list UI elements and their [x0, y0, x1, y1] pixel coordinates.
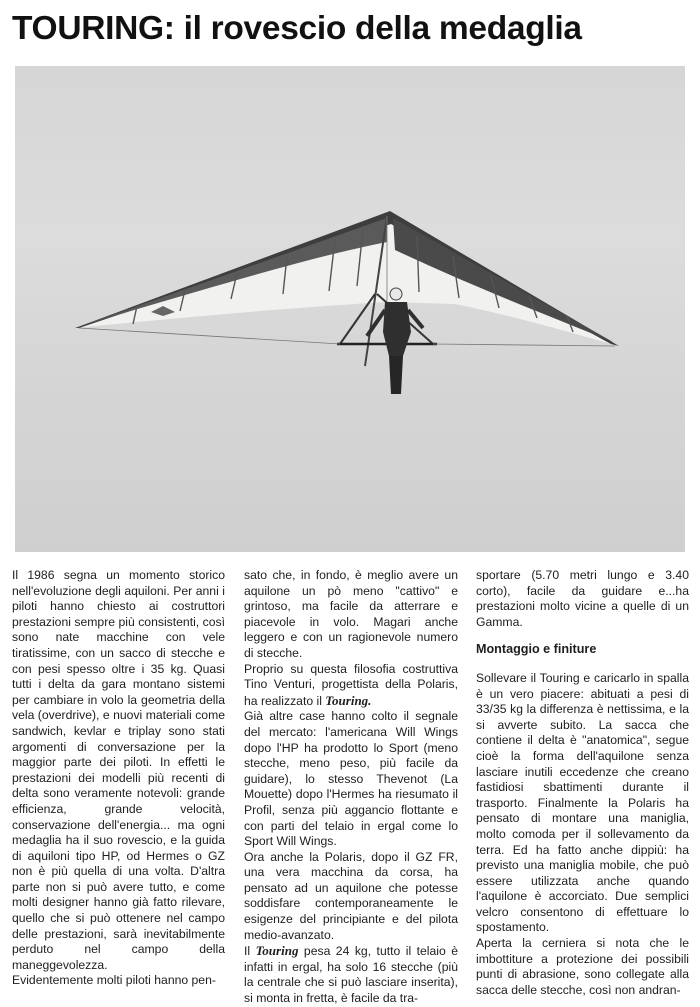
paragraph: Evidentemente molti piloti hanno pen- [12, 973, 216, 988]
paragraph [244, 662, 458, 710]
column-2 [244, 568, 458, 1007]
paragraph: Sollevare il Touring e caricarlo in spalla è un vero piacere: abituati a pesi di 33/35 kg la differenza è nettissima, e la si avverte subito. La sacca che contiene il delta è "anatomica", segue cioè la forma dell'aquilone senza lasciare inutili eccedenze che creano fastidiosi sbattimenti durante il trasporto. Finalmente la Polaris ha pensato di montare una maniglia, molto comoda per il sollevamento da terra. Ed ha fatto anche dippiù: ha previsto una maniglia mobile, che può essere utilizzata anche quando l'aquilone è accorciato. Due semplici velcro consentono di effettuare lo spostamento. [476, 670, 689, 935]
article-body [12, 568, 689, 1006]
paragraph: Ora anche la Polaris, dopo il GZ FR, una vera macchina da corsa, ha pensato ad un aquilone che potesse soddisfare contemporaneamente le esigenze del principiante e del pilota medio-avanzato. [244, 849, 458, 942]
product-name: Touring. [325, 692, 372, 708]
section-subheading: Montaggio e finiture [476, 642, 597, 657]
paragraph-text: Proprio su questa filosofia costruttiva Tino Venturi, progettista della Polaris, ha realizzato il [244, 661, 458, 708]
hang-glider-photo [15, 66, 685, 552]
paragraph: Il 1986 segna un momento storico nell'evoluzione degli aquiloni. Per anni i piloti hanno chiesto ai costruttori prestazioni sempre più consistenti, così sono nate macchine con vele tiratissime, con un sacco di stecche e con pesi spesso oltre i 35 kg. Quasi tutti i delta da gara montano sistemi per cambiare in volo la geometria della vela (overdrive), e nuovi materiali come sandwich, kevlar e triplay sono stati argomenti di conversazione per la maggior parte dei piloti. In effetti le prestazioni dei modelli più recenti di delta sono veramente notevoli: grande efficienza, grande velocità, conservazione dell'energia... ma ogni medaglia ha il suo rovescio, e la guida di aquiloni tipo HP, od Hermes o GZ non è più quella di una volta. D'altra parte non si può avere tutto, e come molti designer hanno già fatto rilevare, quello che si può ottenere nel campo delle prestazioni, sarà inevitabilmente perduto nel campo della maneggevolezza. [12, 568, 225, 972]
hang-glider-illustration [15, 66, 685, 552]
column-3 [476, 568, 689, 998]
paragraph: sportare (5.70 metri lungo e 3.40 corto), facile da guidare e...ha prestazioni molto vicine a quelle di un Gamma. [476, 568, 689, 629]
article-headline: TOURING: il rovescio della medaglia [12, 10, 582, 47]
paragraph: Aperta la cerniera si nota che le imbottiture a protezione dei possibili punti di abrasione, sono collegate alla sacca delle stecche, così non andran- [476, 936, 689, 997]
column-1 [12, 568, 225, 989]
paragraph: sato che, in fondo, è meglio avere un aquilone un pò meno "cattivo" e grintoso, ma facile da atterrare e piacevole in volo. Magari anche leggero e con un ragionevole numero di stecche. [244, 568, 458, 660]
paragraph-text: Il [244, 944, 256, 959]
product-name: Touring [255, 943, 299, 959]
paragraph [244, 943, 458, 1006]
paragraph: Già altre case hanno colto il segnale del mercato: l'americana Will Wings dopo l'HP ha prodotto lo Sport (meno stecche, meno peso, più facile da guidare), lo stesso Thevenot (La Mouette) dopo l'Hermes ha riesumato il Profil, senza più aggancio flottante e con parti del telaio in ergal come lo Sport Will Wings. [244, 709, 458, 849]
paragraph-text: pesa 24 kg, tutto il telaio è infatti in ergal, ha solo 16 stecche (più la centrale che si può lasciare inserita), si monta in fretta, è facile da tra- [244, 944, 458, 1006]
